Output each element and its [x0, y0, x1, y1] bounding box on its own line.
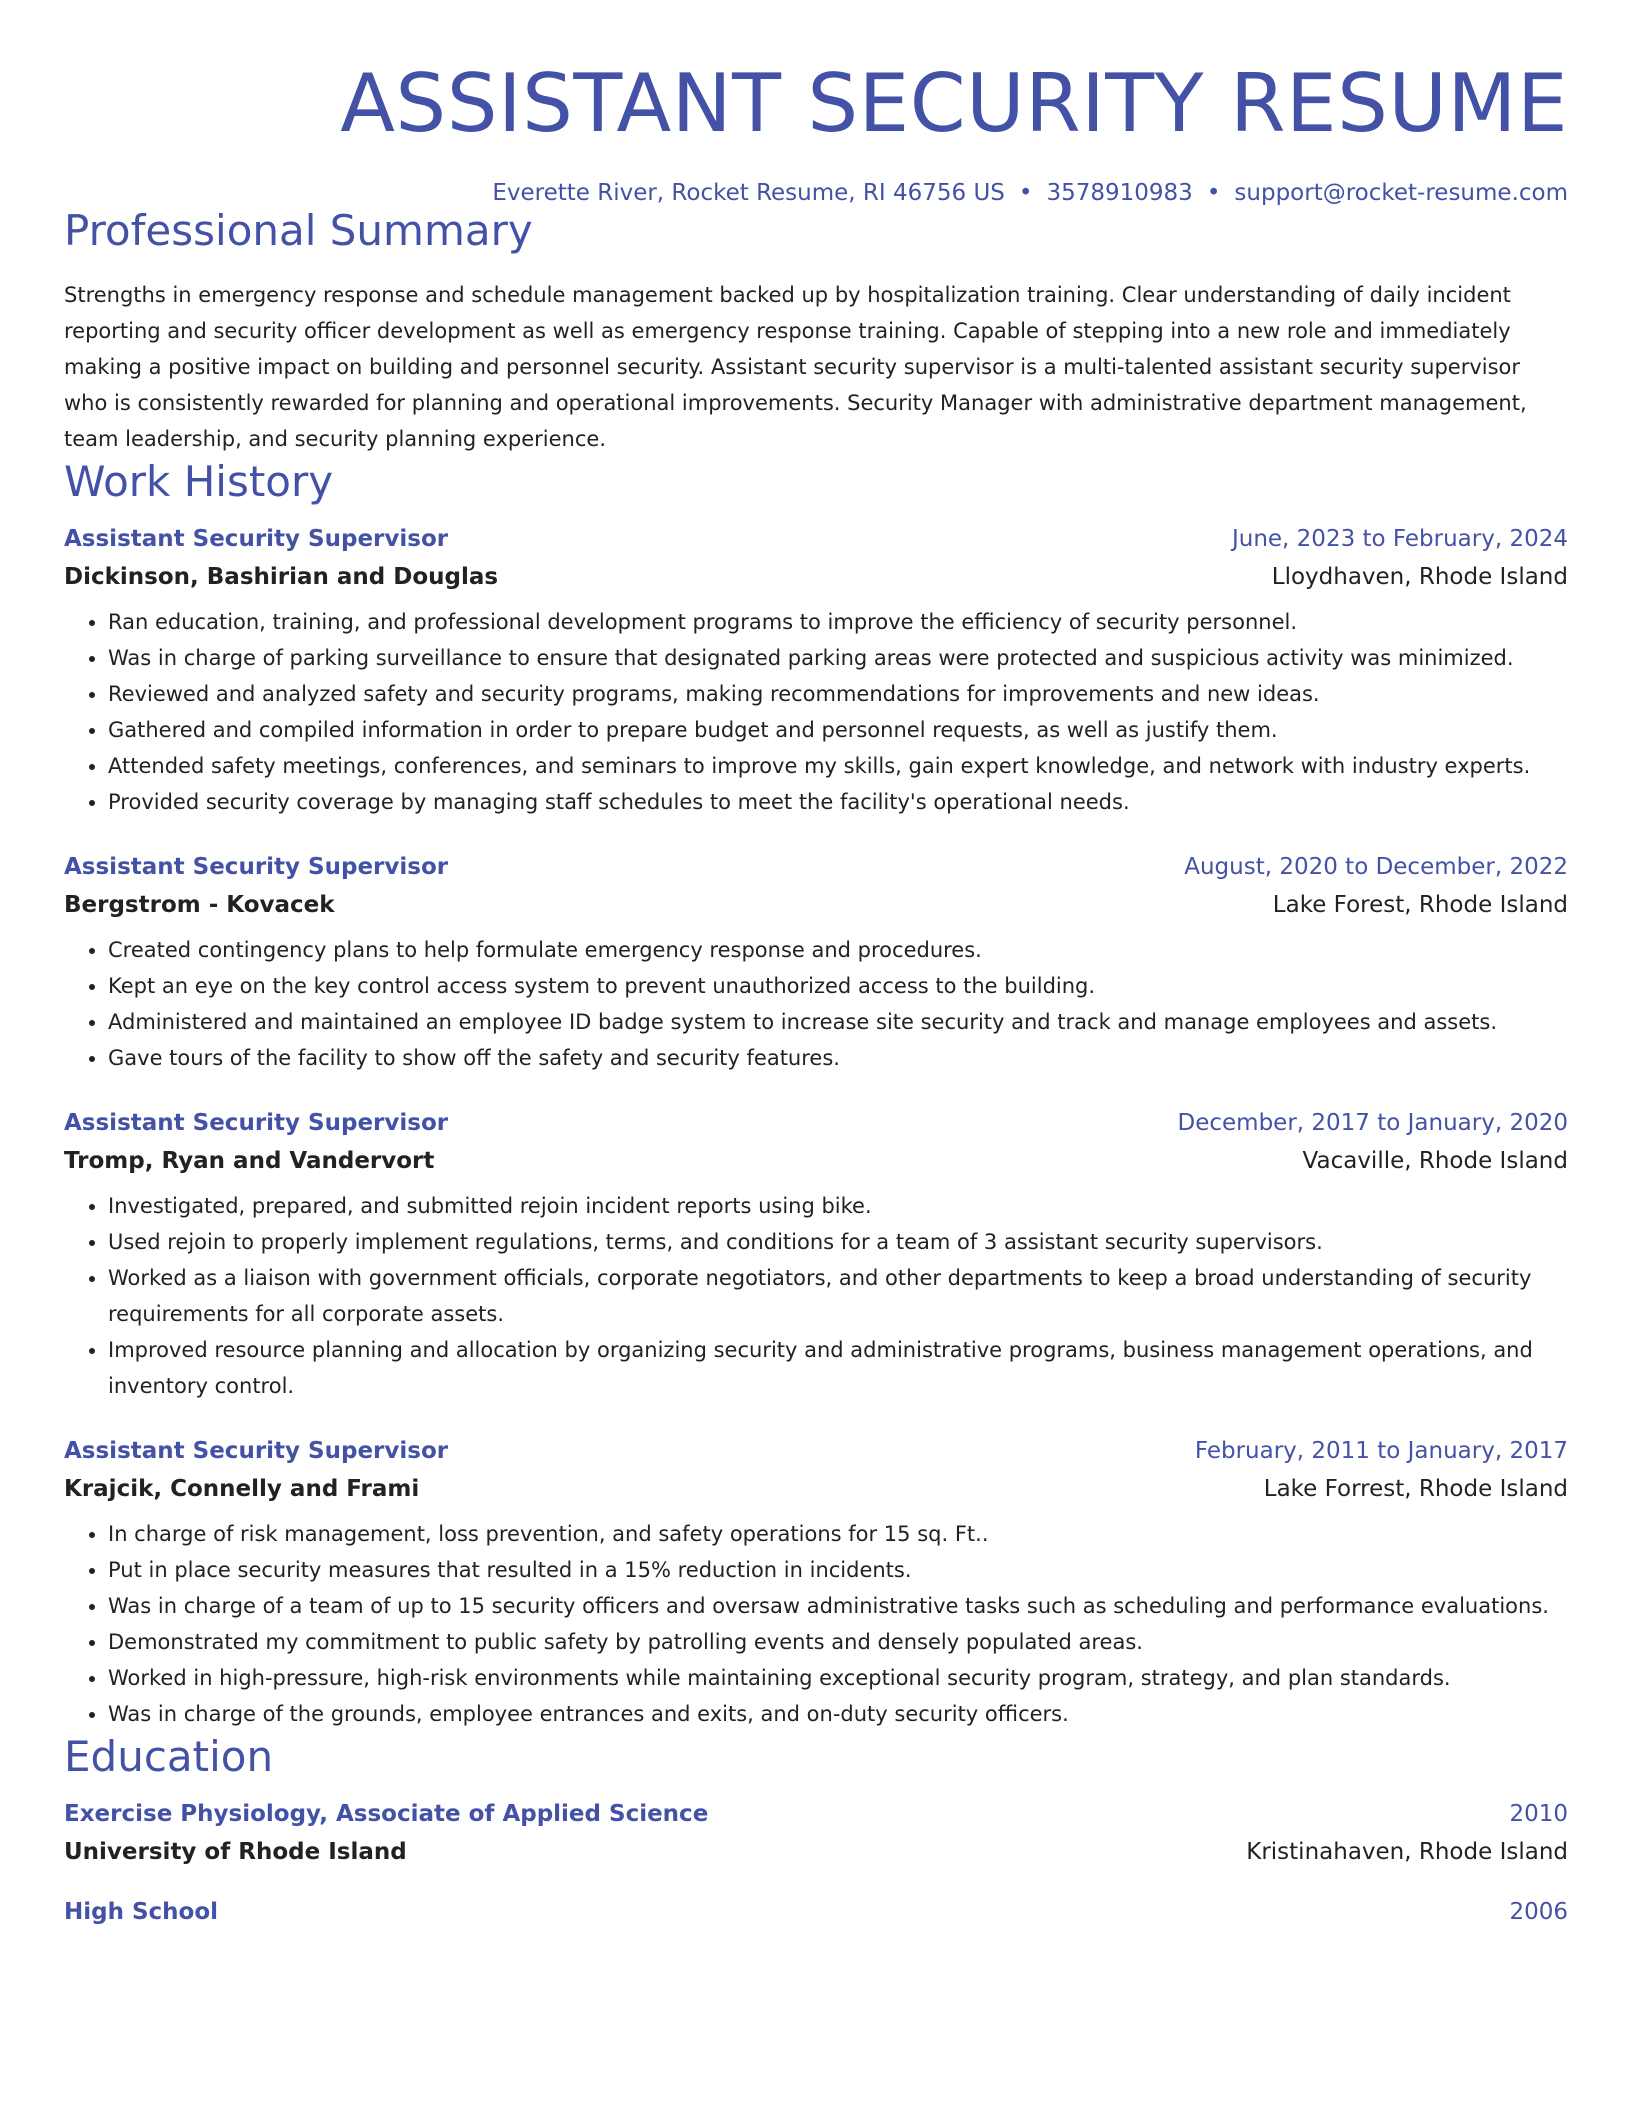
- job-bullet: • Demonstrated my commitment to public safety by patrolling events and densely populated areas.: [108, 1624, 1568, 1660]
- job-bullet: • Provided security coverage by managing staff schedules to meet the facility's operational needs.: [108, 784, 1568, 820]
- summary-heading: Professional Summary: [64, 206, 533, 255]
- job-bullet: • Worked as a liaison with government officials, corporate negotiators, and other departments to keep a broad understanding of security requirements for all corporate assets.: [108, 1260, 1568, 1332]
- job-header-row: [64, 1438, 1568, 1464]
- job-bullet: • Administered and maintained an employee ID badge system to increase site security and track and manage employees and assets.: [108, 1004, 1568, 1040]
- job-dates: February, 2011 to January, 2017: [1194, 1438, 1568, 1464]
- education-year: 2010: [1509, 1801, 1568, 1827]
- job-role: Assistant Security Supervisor: [64, 1438, 449, 1464]
- education-entry: [64, 1801, 1568, 1865]
- job-bullet: • Attended safety meetings, conferences, and seminars to improve my skills, gain expert knowledge, and network with industry experts.: [108, 748, 1568, 784]
- job-header-row: [64, 526, 1568, 552]
- education-year: 2006: [1509, 1899, 1568, 1925]
- contact-separator: •: [1018, 180, 1033, 206]
- job-bullet: • Created contingency plans to help formulate emergency response and procedures.: [108, 932, 1568, 968]
- job-bullet: • Ran education, training, and professional development programs to improve the efficiency of security personnel.: [108, 604, 1568, 640]
- job-bullet: • Reviewed and analyzed safety and security programs, making recommendations for improvements and new ideas.: [108, 676, 1568, 712]
- education-entry: [64, 1899, 1568, 1925]
- job-bullet: • Was in charge of the grounds, employee entrances and exits, and on-duty security officers.: [108, 1696, 1568, 1732]
- job-bullet-list: [64, 1516, 1568, 1732]
- education-degree: High School: [64, 1899, 219, 1925]
- job-entry: [64, 1438, 1568, 1732]
- job-company-row: [64, 892, 1568, 918]
- job-company: Bergstrom - Kovacek: [64, 892, 335, 918]
- contact-email: support@rocket-resume.com: [1234, 180, 1568, 206]
- job-bullet: • Gathered and compiled information in order to prepare budget and personnel requests, as well as justify them.: [108, 712, 1568, 748]
- job-bullet-list: [64, 604, 1568, 820]
- job-dates: December, 2017 to January, 2020: [1177, 1110, 1568, 1136]
- job-company-row: [64, 1476, 1568, 1502]
- job-bullet: • Was in charge of a team of up to 15 security officers and oversaw administrative tasks such as scheduling and performance evaluations.: [108, 1588, 1568, 1624]
- job-location: Lloydhaven, Rhode Island: [1271, 564, 1568, 590]
- contact-separator: •: [1206, 180, 1221, 206]
- job-bullet: • Put in place security measures that resulted in a 15% reduction in incidents.: [108, 1552, 1568, 1588]
- job-location: Lake Forest, Rhode Island: [1272, 892, 1568, 918]
- job-header-row: [64, 1110, 1568, 1136]
- job-entry: [64, 1110, 1568, 1404]
- resume-title: ASSISTANT SECURITY RESUME: [340, 57, 1568, 150]
- summary-text: Strengths in emergency response and schedule management backed up by hospitalization training. Clear understanding of daily incident reporting and security officer development as well as emergency response training. Capable of stepping into a new role and immediately making a positive impact on building and personnel security. Assistant security supervisor is a multi-talented assistant security supervisor who is consistently rewarded for planning and operational improvements. Security Manager with administrative department management, team leadership, and security planning experience.: [64, 283, 1527, 451]
- education-header-row: [64, 1801, 1568, 1827]
- job-location: Vacaville, Rhode Island: [1302, 1148, 1568, 1174]
- job-company: Dickinson, Bashirian and Douglas: [64, 564, 499, 590]
- education-list: [64, 1801, 1568, 1925]
- job-company-row: [64, 1148, 1568, 1174]
- education-degree: Exercise Physiology, Associate of Applied Science: [64, 1801, 709, 1827]
- job-bullet: • Gave tours of the facility to show off the safety and security features.: [108, 1040, 1568, 1076]
- job-company: Krajcik, Connelly and Frami: [64, 1476, 420, 1502]
- job-header-row: [64, 854, 1568, 880]
- job-bullet-list: [64, 1188, 1568, 1404]
- job-company: Tromp, Ryan and Vandervort: [64, 1148, 435, 1174]
- job-entry: [64, 526, 1568, 820]
- education-school: University of Rhode Island: [64, 1839, 407, 1865]
- job-dates: June, 2023 to February, 2024: [1231, 526, 1568, 552]
- job-bullet: • Worked in high-pressure, high-risk environments while maintaining exceptional security program, strategy, and plan standards.: [108, 1660, 1568, 1696]
- job-entry: [64, 854, 1568, 1076]
- contact-address: Everette River, Rocket Resume, RI 46756 US: [492, 180, 1005, 206]
- job-bullet: • Used rejoin to properly implement regulations, terms, and conditions for a team of 3 assistant security supervisors.: [108, 1224, 1568, 1260]
- job-bullet: • Was in charge of parking surveillance to ensure that designated parking areas were protected and suspicious activity was minimized.: [108, 640, 1568, 676]
- education-heading: Education: [64, 1732, 274, 1781]
- job-role: Assistant Security Supervisor: [64, 854, 449, 880]
- job-bullet: • Kept an eye on the key control access system to prevent unauthorized access to the building.: [108, 968, 1568, 1004]
- job-role: Assistant Security Supervisor: [64, 1110, 449, 1136]
- job-bullet: • Improved resource planning and allocation by organizing security and administrative programs, business management operations, and inventory control.: [108, 1332, 1568, 1404]
- job-company-row: [64, 564, 1568, 590]
- job-dates: August, 2020 to December, 2022: [1184, 854, 1568, 880]
- job-location: Lake Forrest, Rhode Island: [1263, 1476, 1568, 1502]
- job-bullet: • Investigated, prepared, and submitted rejoin incident reports using bike.: [108, 1188, 1568, 1224]
- job-bullet-list: [64, 932, 1568, 1076]
- job-bullet: • In charge of risk management, loss prevention, and safety operations for 15 sq. Ft..: [108, 1516, 1568, 1552]
- work-history-list: [64, 526, 1568, 1732]
- education-school-row: [64, 1839, 1568, 1865]
- contact-phone: 3578910983: [1046, 180, 1193, 206]
- job-role: Assistant Security Supervisor: [64, 526, 449, 552]
- education-location: Kristinahaven, Rhode Island: [1246, 1839, 1568, 1865]
- contact-line: [64, 180, 1568, 206]
- work-history-heading: Work History: [64, 457, 334, 506]
- education-header-row: [64, 1899, 1568, 1925]
